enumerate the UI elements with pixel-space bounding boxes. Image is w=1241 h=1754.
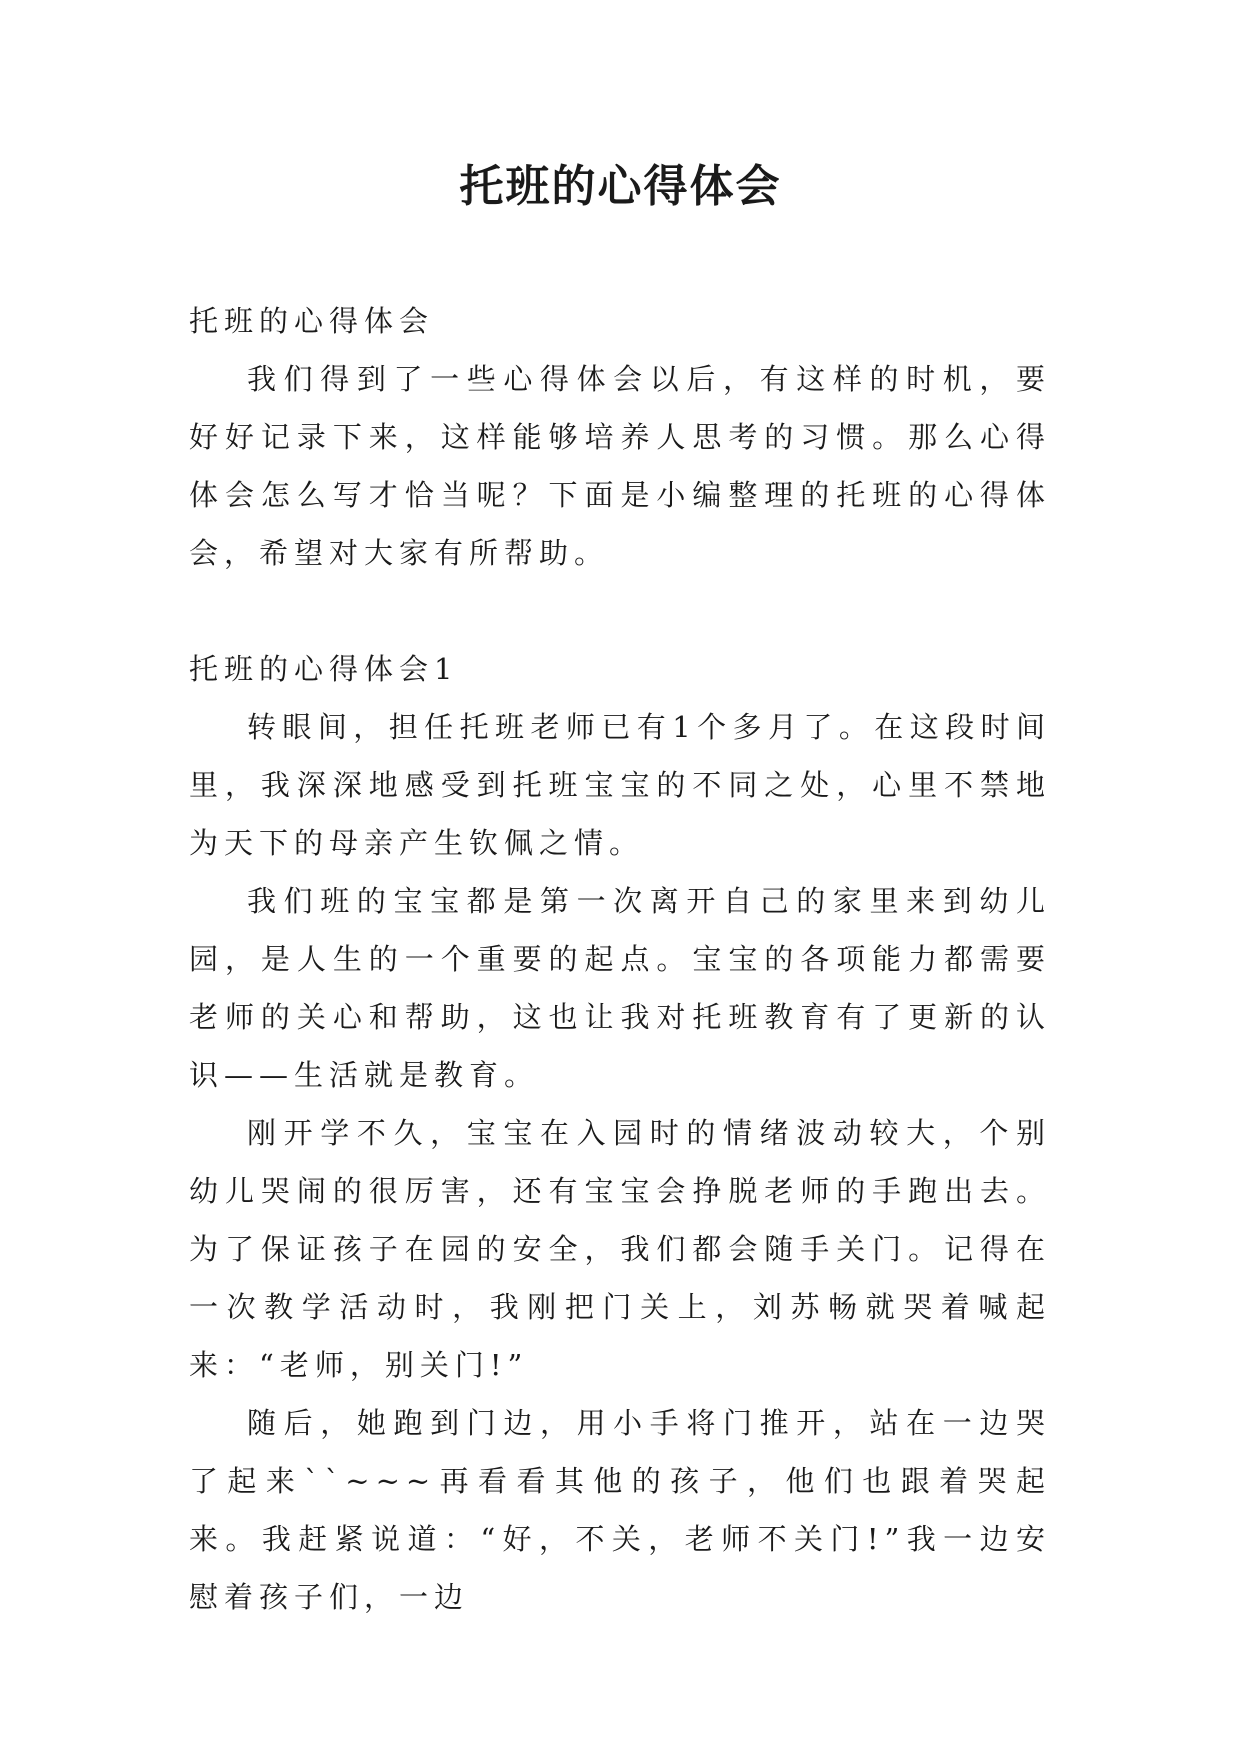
document-body <box>189 292 1051 1626</box>
document-title: 托班的心得体会 <box>459 161 782 212</box>
section1-paragraph-3: 刚开学不久，宝宝在入园时的情绪波动较大，个别幼儿哭闹的很厉害，还有宝宝会挣脱老师的手跑出去。为了保证孩子在园的安全，我们都会随手关门。记得在一次教学活动时，我刚把门关上，刘苏畅就哭着喊起来：“老师，别关门!” <box>189 1116 1051 1382</box>
section1-paragraph-4: 随后，她跑到门边，用小手将门推开，站在一边哭了起来``~~~再看看其他的孩子，他们也跟着哭起来。我赶紧说道：“好，不关，老师不关门!”我一边安慰着孩子们，一边 <box>189 1406 1051 1614</box>
section1-paragraph-2: 我们班的宝宝都是第一次离开自己的家里来到幼儿园，是人生的一个重要的起点。宝宝的各项能力都需要老师的关心和帮助，这也让我对托班教育有了更新的认识——生活就是教育。 <box>189 884 1051 1092</box>
section-spacer <box>189 582 1051 640</box>
section1-paragraph-1: 转眼间，担任托班老师已有1个多月了。在这段时间里，我深深地感受到托班宝宝的不同之处，心里不禁地为天下的母亲产生钦佩之情。 <box>189 710 1051 860</box>
section1-heading: 托班的心得体会1 <box>189 652 459 686</box>
intro-heading: 托班的心得体会 <box>189 304 435 338</box>
intro-paragraph: 我们得到了一些心得体会以后，有这样的时机，要好好记录下来，这样能够培养人思考的习惯。那么心得体会怎么写才恰当呢？下面是小编整理的托班的心得体会，希望对大家有所帮助。 <box>189 362 1051 570</box>
